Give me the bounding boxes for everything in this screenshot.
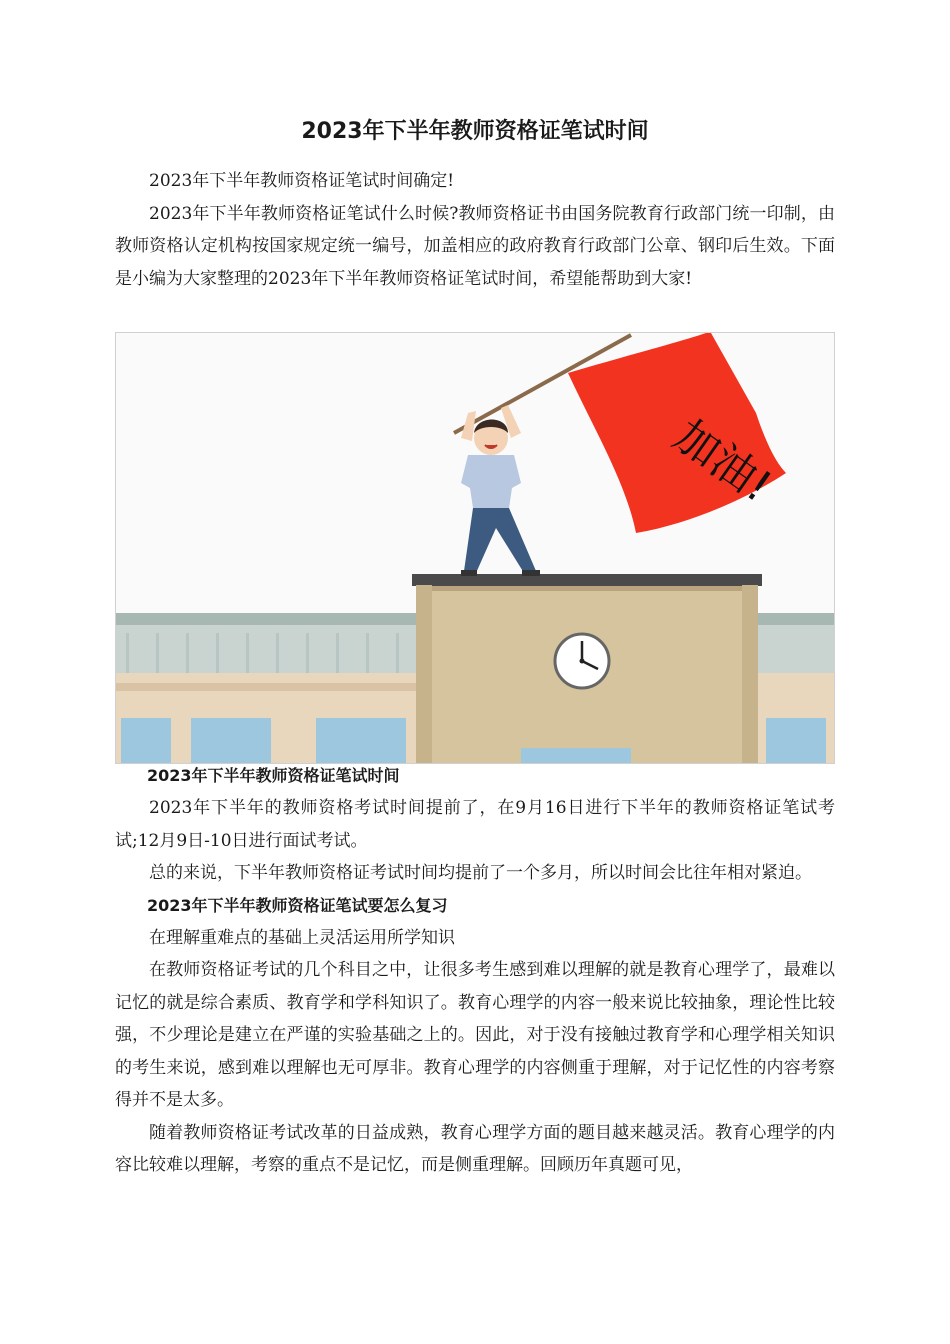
section-heading: 2023年下半年教师资格证笔试时间 bbox=[147, 766, 400, 785]
section-paragraph: 2023年下半年的教师资格考试时间提前了，在9月16日进行下半年的教师资格证笔试考试;12月9日-10日进行面试考试。 bbox=[115, 798, 835, 851]
cheering-flag-illustration bbox=[116, 333, 834, 763]
illustration bbox=[115, 332, 835, 764]
section-heading: 2023年下半年教师资格证笔试要怎么复习 bbox=[147, 895, 448, 915]
flag-text: 加油! bbox=[664, 410, 781, 513]
section-paragraph: 随着教师资格证考试改革的日益成熟，教育心理学方面的题目越来越灵活。教育心理学的内容比较难以理解，考察的重点不是记忆，而是侧重理解。回顾历年真题可见， bbox=[115, 1122, 835, 1175]
document-title: 2023年下半年教师资格证笔试时间 bbox=[301, 119, 649, 144]
section-paragraph: 在教师资格证考试的几个科目之中，让很多考生感到难以理解的就是教育心理学了，最难以记忆的就是综合素质、教育学和学科知识了。教育心理学的内容一般来说比较抽象，理论性比较强，不少理论是建立在严谨的实验基础之上的。因此，对于没有接触过教育学和心理学相关知识的考生来说，感到难以理解也无可厚非。教育心理学的内容侧重于理解，对于记忆性的内容考察得并不是太多。 bbox=[115, 960, 835, 1110]
intro-paragraph: 2023年下半年教师资格证笔试什么时候?教师资格证书由国务院教育行政部门统一印制，由教师资格认定机构按国家规定统一编号，加盖相应的政府教育行政部门公章、钢印后生效。下面是小编为大家整理的2023年下半年教师资格证笔试时间，希望能帮助到大家! bbox=[115, 203, 835, 289]
section-paragraph: 在理解重难点的基础上灵活运用所学知识 bbox=[149, 927, 455, 948]
intro-paragraph: 2023年下半年教师资格证笔试时间确定! bbox=[149, 171, 455, 191]
intro-section bbox=[115, 165, 835, 295]
clock-icon bbox=[555, 634, 609, 688]
section-paragraph: 总的来说，下半年教师资格证考试时间均提前了一个多月，所以时间会比往年相对紧迫。 bbox=[149, 863, 812, 883]
main-section bbox=[115, 760, 835, 1182]
